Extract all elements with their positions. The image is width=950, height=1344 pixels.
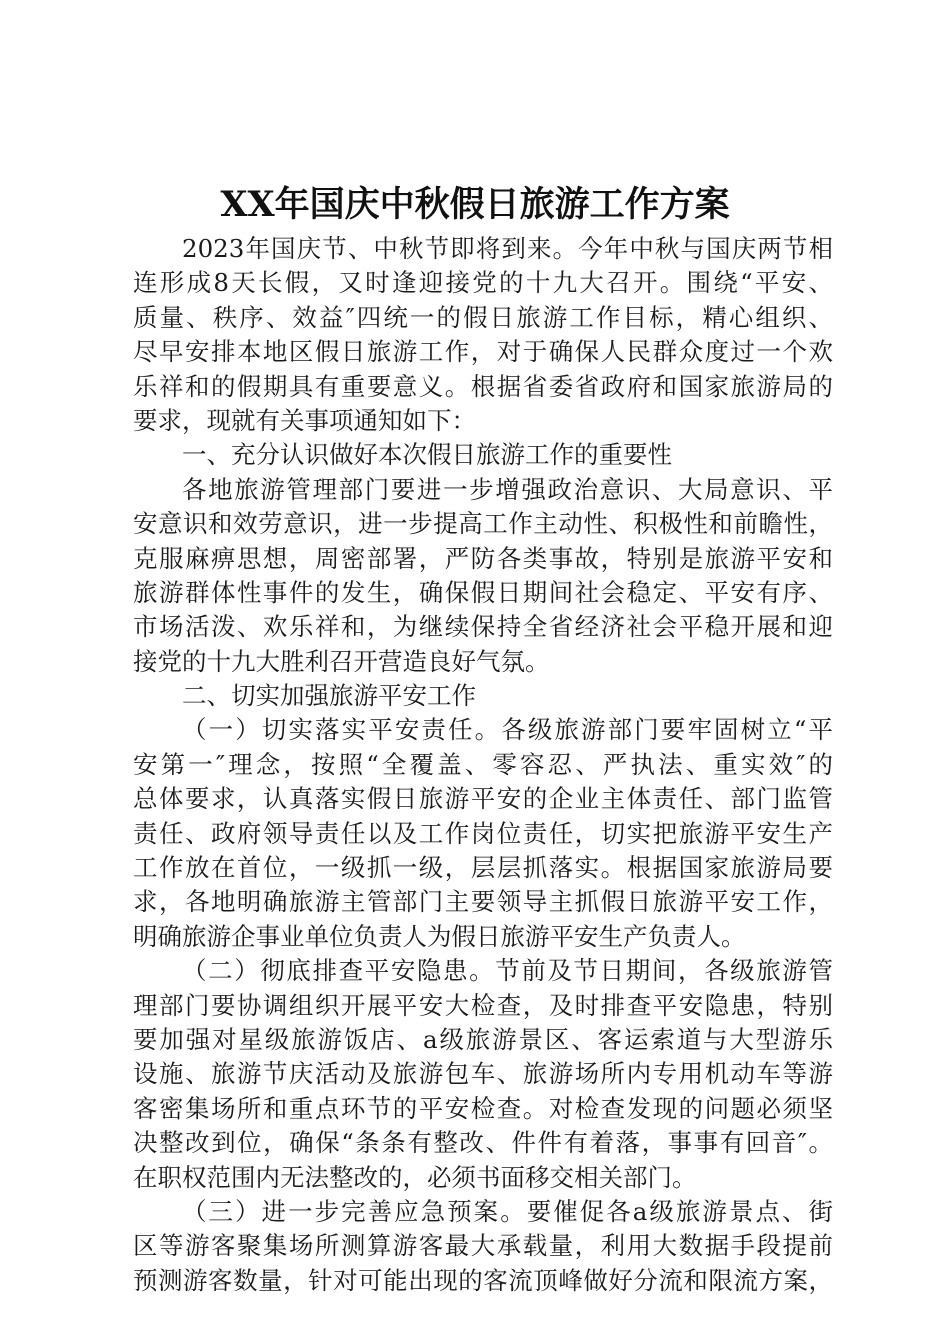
- paragraph-line: 客密集场所和重点环节的平安检查。对检查发现的问题必须坚: [133, 1093, 833, 1123]
- document-body: [133, 232, 833, 1298]
- paragraph-line: 明确旅游企事业单位负责人为假日旅游平安生产负责人。: [133, 921, 746, 951]
- paragraph-line: 各地旅游管理部门要进一步增强政治意识、大局意识、平: [182, 474, 833, 504]
- paragraph-line: 接党的十九大胜利召开营造良好气氛。: [133, 646, 550, 676]
- paragraph-line: （二）彻底排查平安隐患。节前及节日期间，各级旅游管: [182, 956, 833, 986]
- paragraph-line: 工作放在首位，一级抓一级，层层抓落实。根据国家旅游局要: [133, 853, 833, 883]
- paragraph-line: 预测游客数量，针对可能出现的客流顶峰做好分流和限流方案，: [133, 1265, 833, 1295]
- paragraph-line: 在职权范围内无法整改的，必须书面移交相关部门。: [133, 1162, 697, 1192]
- paragraph-line: 质量、秩序、效益″四统一的假日旅游工作目标，精心组织、: [133, 302, 833, 332]
- paragraph-line: （一）切实落实平安责任。各级旅游部门要牢固树立“平: [182, 715, 833, 745]
- paragraph-line: 市场活泼、欢乐祥和，为继续保持全省经济社会平稳开展和迎: [133, 612, 833, 642]
- section-heading: 一、充分认识做好本次假日旅游工作的重要性: [182, 440, 672, 470]
- paragraph-line: 责任、政府领导责任以及工作岗位责任，切实把旅游平安生产: [133, 818, 833, 848]
- paragraph-line: 2023年国庆节、中秋节即将到来。今年中秋与国庆两节相: [182, 234, 833, 263]
- paragraph-line: 理部门要协调组织开展平安大检查，及时排查平安隐患，特别: [133, 990, 833, 1020]
- paragraph-line: 克服麻痹思想，周密部署，严防各类事故，特别是旅游平安和: [133, 543, 833, 573]
- paragraph-line: 安第一″理念，按照“全覆盖、零容忍、严执法、重实效″的: [133, 749, 833, 779]
- section-heading: 二、切实加强旅游平安工作: [182, 681, 476, 711]
- paragraph-line: 旅游群体性事件的发生，确保假日期间社会稳定、平安有序、: [133, 577, 833, 607]
- paragraph-line: 安意识和效劳意识，进一步提高工作主动性、积极性和前瞻性，: [133, 509, 833, 539]
- paragraph-line: 乐祥和的假期具有重要意义。根据省委省政府和国家旅游局的: [133, 371, 833, 401]
- paragraph-line: 决整改到位，确保“条条有整改、件件有着落，事事有回音″。: [133, 1128, 833, 1158]
- paragraph-line: 要加强对星级旅游饭店、a级旅游景区、客运索道与大型游乐: [133, 1024, 833, 1054]
- paragraph-line: 区等游客聚集场所测算游客最大承载量，利用大数据手段提前: [133, 1231, 833, 1261]
- document-title: XX年国庆中秋假日旅游工作方案: [220, 184, 730, 225]
- paragraph-line: 连形成8天长假，又时逢迎接党的十九大召开。围绕“平安、: [133, 268, 833, 298]
- paragraph-line: 尽早安排本地区假日旅游工作，对于确保人民群众度过一个欢: [133, 337, 833, 367]
- paragraph-line: 总体要求，认真落实假日旅游平安的企业主体责任、部门监管: [133, 784, 833, 814]
- paragraph-line: 设施、旅游节庆活动及旅游包车、旅游场所内专用机动车等游: [133, 1059, 833, 1089]
- paragraph-line: （三）进一步完善应急预案。要催促各a级旅游景点、街: [182, 1196, 833, 1226]
- paragraph-line: 求，各地明确旅游主管部门主要领导主抓假日旅游平安工作，: [133, 887, 833, 917]
- paragraph-line: 要求，现就有关事项通知如下：: [133, 405, 476, 435]
